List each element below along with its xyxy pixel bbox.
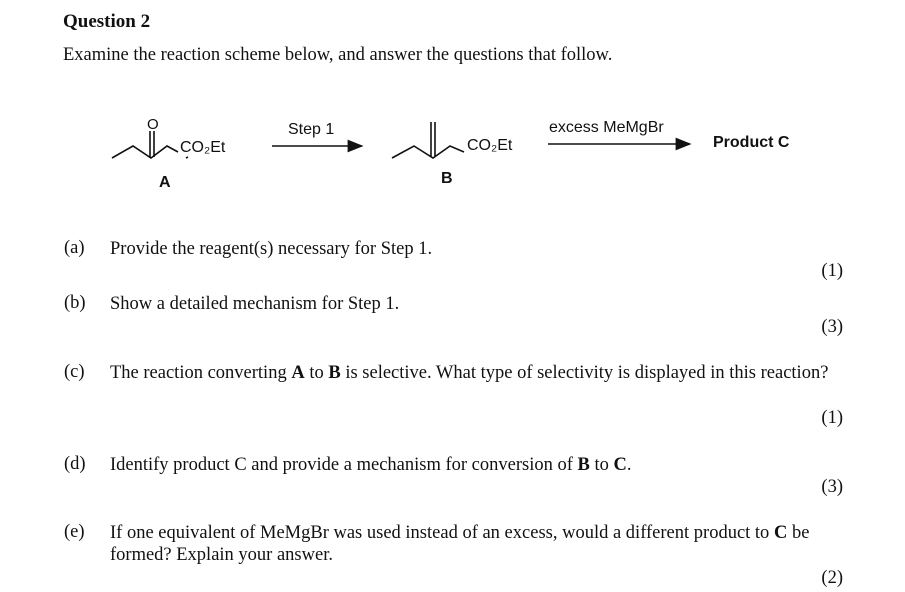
compound-a-label: A — [159, 174, 171, 191]
part-e-bold-c: C — [773, 523, 788, 543]
part-c-text-post: is selective. What type of selectivity is displayed in this reaction? — [340, 363, 829, 383]
question-title: Question 2 — [63, 11, 151, 32]
compound-a-structure — [112, 131, 188, 158]
reagent2-label: excess MeMgBr — [549, 119, 664, 136]
compound-b-ester-group: CO₂Et — [467, 137, 513, 154]
part-d-label: (d) — [64, 454, 86, 474]
part-b-text: Show a detailed mechanism for Step 1. — [110, 294, 400, 314]
part-c-text-pre: The reaction converting — [110, 363, 292, 383]
part-d-text-post: . — [626, 455, 632, 475]
part-b-marks: (3) — [821, 317, 843, 337]
compound-a-oxygen: O — [147, 116, 159, 133]
part-e-label: (e) — [64, 522, 85, 542]
part-a-marks: (1) — [821, 261, 843, 281]
part-c-text — [110, 362, 845, 384]
part-c-marks: (1) — [821, 408, 843, 428]
part-d-marks: (3) — [821, 477, 843, 497]
compound-a-ester-group: CO₂Et — [180, 139, 226, 156]
part-b-label: (b) — [64, 293, 86, 313]
product-c-label: Product C — [713, 134, 790, 151]
part-e-text-post: be formed? Explain your answer. — [110, 523, 810, 565]
part-e-text — [110, 522, 845, 566]
step1-label: Step 1 — [288, 121, 335, 138]
part-a-label: (a) — [64, 238, 85, 258]
compound-b-label: B — [441, 170, 453, 187]
part-d-text-mid: to — [589, 455, 614, 475]
part-c-bold-a: A — [291, 363, 305, 383]
compound-b-structure — [392, 122, 464, 158]
question-intro: Examine the reaction scheme below, and answer the questions that follow. — [63, 45, 613, 65]
part-c-text-mid: to — [304, 363, 329, 383]
part-d-text-pre: Identify product C and provide a mechanism for conversion of — [110, 455, 578, 475]
part-d-text — [110, 454, 845, 476]
part-c-bold-b: B — [328, 363, 341, 383]
part-d-bold-c: C — [613, 455, 627, 475]
part-c-label: (c) — [64, 362, 85, 382]
part-e-text-pre: If one equivalent of MeMgBr was used instead of an excess, would a different product to — [110, 523, 774, 543]
part-e-marks: (2) — [821, 568, 843, 588]
part-a-text: Provide the reagent(s) necessary for Step 1. — [110, 239, 433, 259]
part-d-bold-b: B — [577, 455, 590, 475]
